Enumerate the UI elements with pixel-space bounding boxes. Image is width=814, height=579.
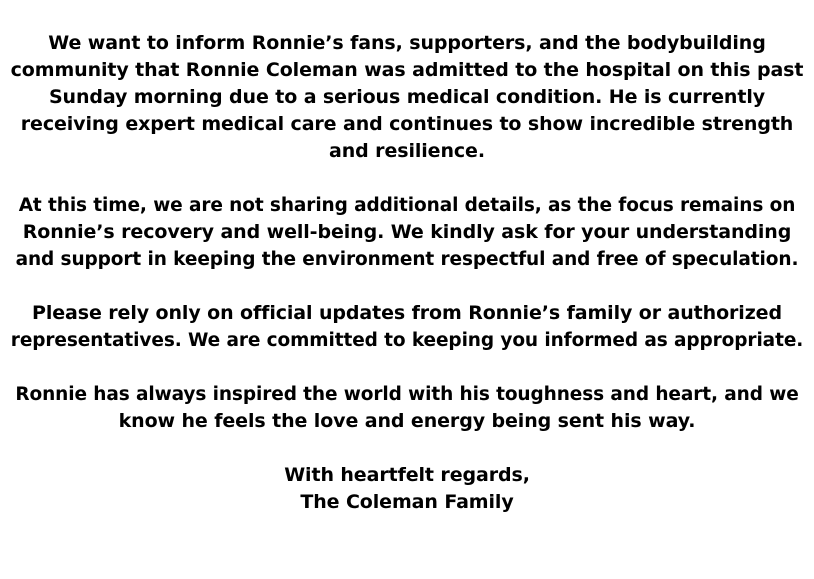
statement-line: Ronnie’s recovery and well-being. We kindly ask for your understanding bbox=[22, 221, 792, 243]
paragraph-spacer bbox=[10, 435, 804, 462]
signature-line: The Coleman Family bbox=[300, 491, 514, 513]
statement-line: and support in keeping the environment respectful and free of speculation. bbox=[15, 249, 799, 270]
statement-line: and resilience. bbox=[329, 140, 485, 162]
sign-off bbox=[10, 462, 804, 516]
statement bbox=[0, 30, 814, 516]
paragraph-official-updates bbox=[10, 300, 804, 354]
statement-line: community that Ronnie Coleman was admitted to the hospital on this past bbox=[10, 59, 804, 81]
statement-line: know he feels the love and energy being sent his way. bbox=[118, 410, 696, 432]
statement-line: Please rely only on official updates from Ronnie’s family or authorized bbox=[32, 302, 782, 324]
paragraph-hospital-admission bbox=[10, 30, 804, 165]
paragraph-inspiration bbox=[10, 381, 804, 435]
paragraph-privacy bbox=[10, 192, 804, 273]
paragraph-spacer bbox=[10, 354, 804, 381]
statement-line: Sunday morning due to a serious medical condition. He is currently bbox=[48, 86, 766, 108]
paragraph-spacer bbox=[10, 273, 804, 300]
statement-line: Ronnie has always inspired the world with his toughness and heart, and we bbox=[15, 384, 799, 405]
statement-line: We want to inform Ronnie’s fans, supporters, and the bodybuilding bbox=[48, 32, 766, 54]
statement-line: representatives. We are committed to keeping you informed as appropriate. bbox=[10, 330, 804, 351]
paragraph-spacer bbox=[10, 165, 804, 192]
statement-line: At this time, we are not sharing additional details, as the focus remains on bbox=[18, 195, 796, 216]
statement-line: receiving expert medical care and continues to show incredible strength bbox=[20, 113, 794, 135]
closing-line: With heartfelt regards, bbox=[284, 464, 530, 486]
